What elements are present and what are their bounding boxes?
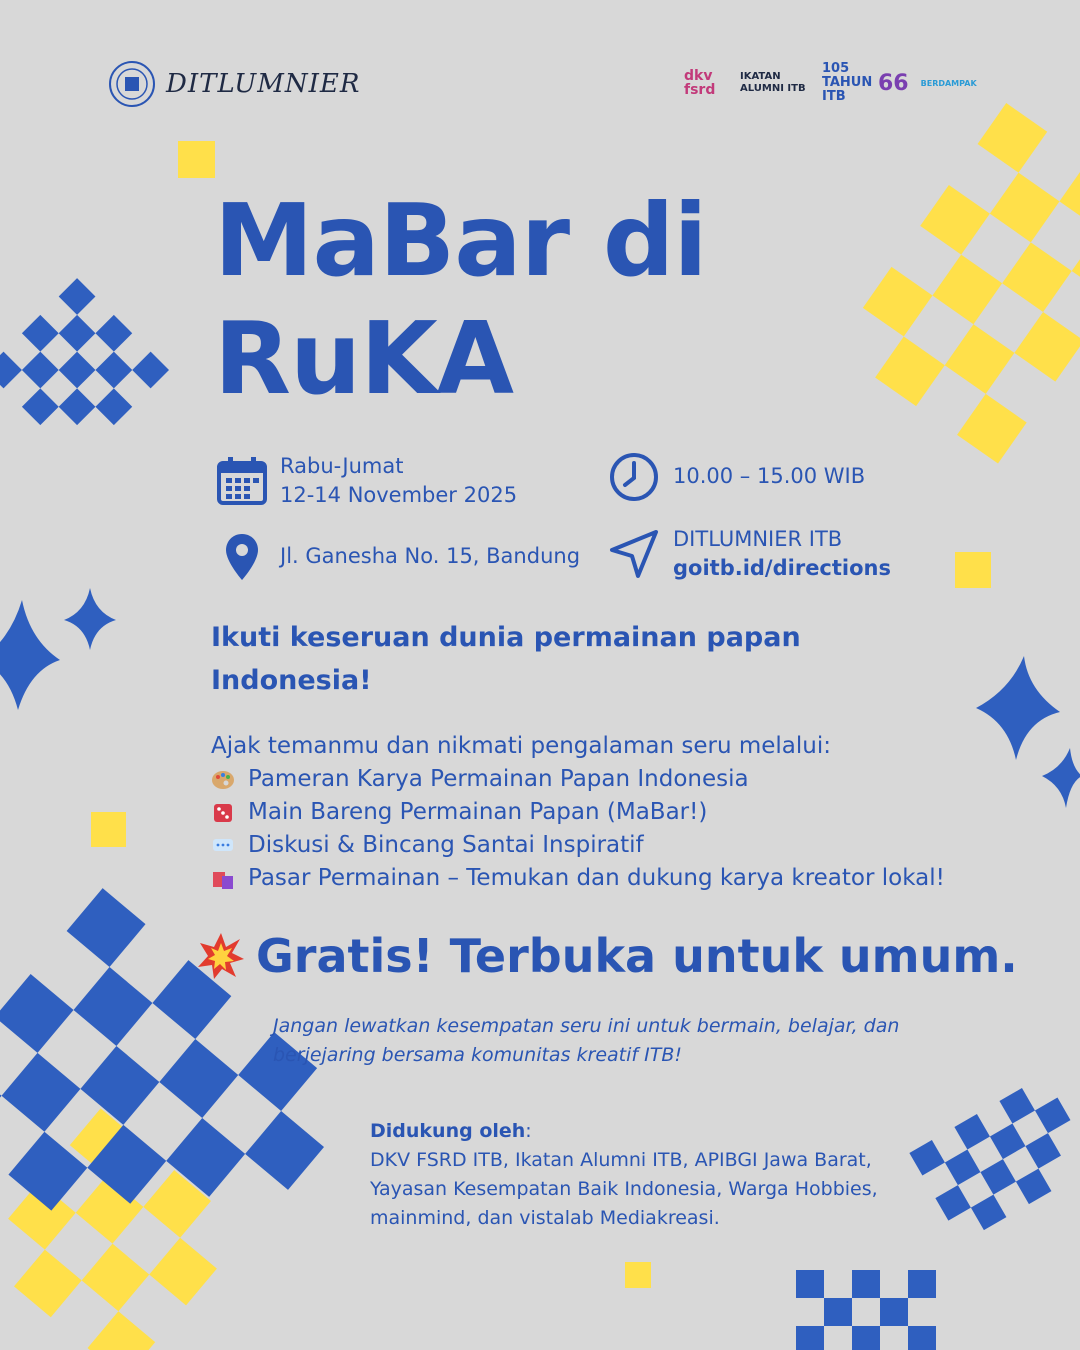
directions-label: DITLUMNIER ITB — [673, 527, 843, 551]
itb-seal-icon — [108, 60, 156, 108]
intro-text: Ajak temanmu dan nikmati pengalaman seru melalui: — [211, 733, 831, 759]
list-item — [211, 796, 945, 829]
title-line-1: MaBar di — [214, 182, 707, 299]
list-item-label: Diskusi & Bincang Santai Inspiratif — [248, 832, 644, 858]
event-date-range: 12-14 November 2025 — [280, 483, 518, 507]
shopping-bags-icon — [211, 868, 235, 890]
speech-bubble-icon — [211, 835, 235, 857]
supporters-label: Didukung oleh — [370, 1120, 526, 1142]
event-title — [214, 182, 707, 418]
partner-logo: 66 — [878, 70, 909, 96]
closing-text: Jangan lewatkan kesempatan seru ini untuk bermain, belajar, dan berjejaring bersama komunitas kreatif ITB! — [273, 1015, 900, 1066]
list-item — [211, 862, 945, 895]
supporters: Didukung oleh: DKV FSRD ITB, Ikatan Alumni ITB, APIBGI Jawa Barat, Yayasan Kesempatan Baik Indonesia, Warga Hobbies, mainmind, dan vistalab Mediakreasi. — [370, 1120, 878, 1229]
clock-icon — [608, 451, 660, 503]
palette-icon — [211, 769, 235, 791]
partner-logos — [684, 62, 977, 104]
partner-logo: 105 TAHUN ITB — [822, 61, 873, 104]
list-item-label: Pameran Karya Permainan Papan Indonesia — [248, 766, 749, 792]
supporters-list: DKV FSRD ITB, Ikatan Alumni ITB, APIBGI Jawa Barat, Yayasan Kesempatan Baik Indonesia, Warga Hobbies, mainmind, dan vistalab Mediakreasi. — [370, 1149, 878, 1229]
calendar-icon — [216, 456, 268, 506]
title-line-2: RuKA — [214, 300, 514, 417]
directions-link[interactable]: goitb.id/directions — [673, 556, 891, 580]
event-time: 10.00 – 15.00 WIB — [673, 464, 866, 488]
free-entry-banner — [196, 926, 1018, 986]
navigation-arrow-icon — [608, 528, 660, 580]
list-item-label: Main Bareng Permainan Papan (MaBar!) — [248, 799, 708, 825]
partner-logo: IKATAN ALUMNI ITB — [740, 71, 806, 94]
event-address: Jl. Ganesha No. 15, Bandung — [280, 544, 581, 568]
dice-icon — [211, 802, 235, 824]
list-item — [211, 763, 945, 796]
free-entry-text: Gratis! Terbuka untuk umum. — [256, 929, 1018, 983]
event-days: Rabu-Jumat — [280, 454, 404, 478]
activity-list — [211, 763, 945, 895]
collision-icon — [196, 931, 246, 981]
ditlumnier-logo — [108, 60, 360, 108]
partner-logo: BERDAMPAK — [920, 78, 977, 88]
list-item-label: Pasar Permainan – Temukan dan dukung karya kreator lokal! — [248, 865, 945, 891]
ditlumnier-logo-text: DITLUMNIER — [166, 69, 361, 99]
headline: Ikuti keseruan dunia permainan papan Indonesia! — [211, 622, 801, 696]
partner-logo: dkv fsrd — [684, 68, 716, 98]
list-item — [211, 829, 945, 862]
location-pin-icon — [224, 532, 260, 582]
event-dates — [280, 452, 517, 510]
directions — [673, 525, 891, 583]
